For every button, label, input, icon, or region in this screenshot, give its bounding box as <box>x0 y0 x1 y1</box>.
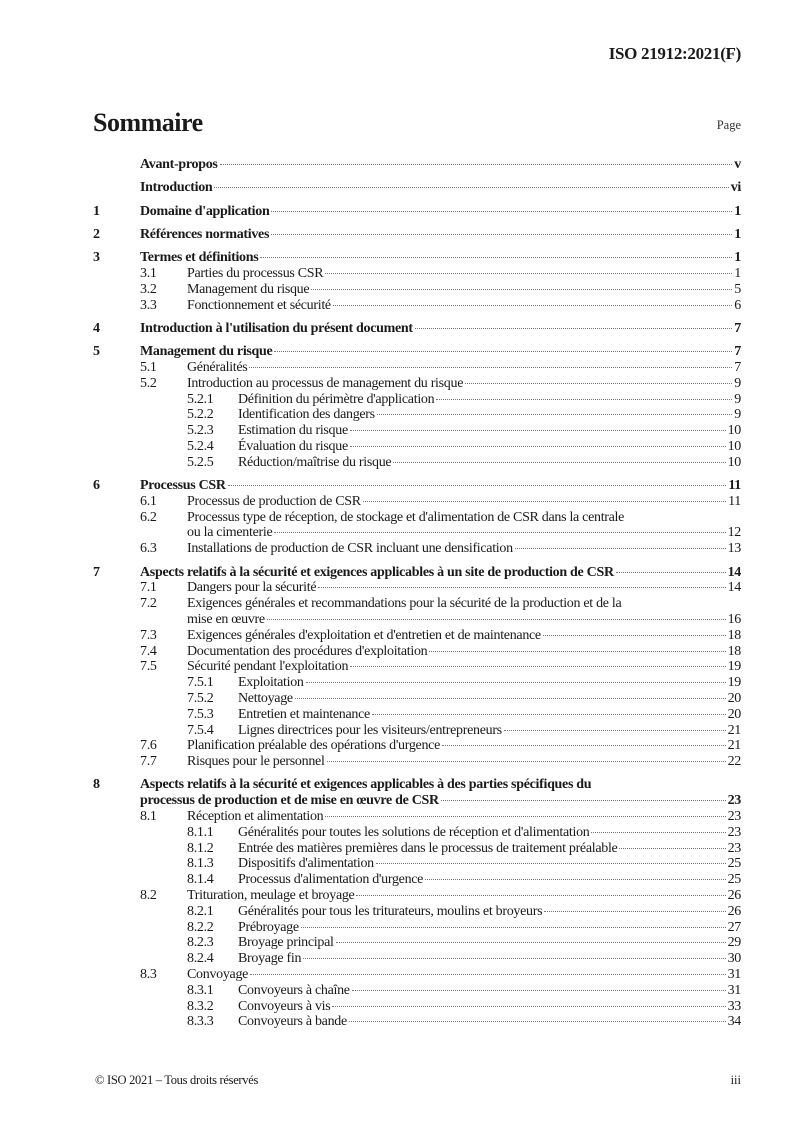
toc-entry-title: Installations de production de CSR incluant une densification <box>187 541 513 557</box>
toc-entry-number: 3.1 <box>140 265 157 281</box>
toc-entry-title: Planification préalable des opérations d'urgence <box>187 738 440 754</box>
toc-entry[interactable] <box>93 754 741 770</box>
dot-leader <box>325 816 725 817</box>
toc-entry-page: 14 <box>727 564 741 580</box>
toc-entry[interactable] <box>93 983 741 999</box>
toc-entry[interactable] <box>93 777 741 809</box>
toc-entry-page: 34 <box>727 1014 741 1030</box>
dot-leader <box>306 682 726 683</box>
toc-entry-page: 33 <box>727 998 741 1014</box>
toc-entry[interactable] <box>93 376 741 392</box>
toc-entry-title: Généralités pour tous les triturateurs, moulins et broyeurs <box>238 903 543 919</box>
toc-entry-number: 8.3.2 <box>187 998 214 1014</box>
toc-entry-title: Parties du processus CSR <box>187 265 324 281</box>
toc-entry-title: Réduction/maîtrise du risque <box>238 454 392 470</box>
toc-entry-number: 8.1.3 <box>187 856 214 872</box>
toc-entry-title: Généralités <box>187 359 248 375</box>
toc-entry-title: Termes et définitions <box>140 250 259 266</box>
toc-entry[interactable] <box>93 935 741 951</box>
toc-entry-page: 12 <box>727 525 741 541</box>
toc-entry-page: 26 <box>727 903 741 919</box>
toc-entry[interactable] <box>93 644 741 660</box>
toc-entry-page: 10 <box>727 454 741 470</box>
dot-leader <box>336 942 726 943</box>
toc-entry[interactable] <box>93 691 741 707</box>
toc-entry-title: Généralités pour toutes les solutions de réception et d'alimentation <box>238 824 590 840</box>
toc-entry-title: Introduction <box>140 180 213 196</box>
toc-entry-page: 26 <box>727 887 741 903</box>
toc-entry-page: 19 <box>727 675 741 691</box>
dot-leader <box>377 414 732 415</box>
toc-entry-number: 7.3 <box>140 627 157 643</box>
dot-leader <box>349 1021 726 1022</box>
toc-entry-number: 5.2.3 <box>187 423 214 439</box>
toc-entry-number: 5.1 <box>140 359 157 375</box>
dot-leader <box>425 879 725 880</box>
toc-entry-number: 8.2 <box>140 887 157 903</box>
toc-entry-page: 11 <box>728 478 741 494</box>
toc-entry-number: 7.5.3 <box>187 706 214 722</box>
toc-entry[interactable] <box>93 439 741 455</box>
toc-entry-number: 7 <box>93 564 100 580</box>
toc-entry-number: 8.3.3 <box>187 1014 214 1030</box>
dot-leader <box>356 895 725 896</box>
toc-entry-title: Processus de production de CSR <box>187 493 361 509</box>
dot-leader <box>325 273 732 274</box>
toc-entry-page: 29 <box>727 935 741 951</box>
toc-entry-page: 7 <box>734 344 741 360</box>
toc-entry-page: 30 <box>727 951 741 967</box>
toc-entry-number: 8.1 <box>140 808 157 824</box>
toc-entry-title: Trituration, meulage et broyage <box>187 887 355 903</box>
toc-entry[interactable] <box>93 266 741 282</box>
toc-entry-number: 3.2 <box>140 281 157 297</box>
toc-entry[interactable] <box>93 157 741 173</box>
toc-entry[interactable] <box>93 250 741 266</box>
toc-entry-page: 23 <box>727 840 741 856</box>
toc-entry[interactable] <box>93 282 741 298</box>
toc-entry[interactable] <box>93 888 741 904</box>
toc-entry-page: 1 <box>734 265 741 281</box>
toc-entry-title: ou la cimenterie <box>187 525 273 541</box>
toc-entry-page: 18 <box>727 643 741 659</box>
toc-entry-page: 1 <box>734 250 741 266</box>
toc-entry-number: 1 <box>93 203 100 219</box>
toc-entry-title: Processus d'alimentation d'urgence <box>238 872 424 888</box>
toc-entry-page: 23 <box>727 808 741 824</box>
toc-entry[interactable] <box>93 565 741 581</box>
toc-entry[interactable] <box>93 841 741 857</box>
toc-entry-number: 7.4 <box>140 643 157 659</box>
toc-entry-number: 7.6 <box>140 738 157 754</box>
toc-entry-number: 7.1 <box>140 580 157 596</box>
toc-entry[interactable] <box>93 999 741 1015</box>
toc-entry-number: 5.2.4 <box>187 438 214 454</box>
page-title: Sommaire <box>93 108 203 137</box>
toc-entry[interactable] <box>93 904 741 920</box>
toc-entry-page: 21 <box>727 722 741 738</box>
dot-leader <box>327 761 726 762</box>
dot-leader <box>311 289 732 290</box>
toc-entry-page: 7 <box>734 320 741 336</box>
toc-entry[interactable] <box>93 455 741 471</box>
toc-entry[interactable] <box>93 227 741 243</box>
toc-entry[interactable] <box>93 596 741 628</box>
toc-entry-number: 7.5.2 <box>187 690 214 706</box>
toc-entry-number: 7.5.1 <box>187 675 214 691</box>
toc-entry-title: Aspects relatifs à la sécurité et exigences applicables à des parties spécifiques du <box>140 777 592 793</box>
toc-entry-number: 6.2 <box>140 509 157 525</box>
toc-entry-number: 8.2.2 <box>187 919 214 935</box>
toc-entry-title: Convoyeurs à bande <box>238 1014 347 1030</box>
toc-entry-page: 13 <box>727 541 741 557</box>
toc-entry-title: Exigences générales et recommandations pour la sécurité de la production et de la <box>187 596 622 612</box>
toc-entry-page: 11 <box>728 493 741 509</box>
toc-entry-page: 16 <box>727 611 741 627</box>
toc-entry[interactable] <box>93 510 741 542</box>
dot-leader <box>544 911 725 912</box>
toc-entry-page: 20 <box>727 690 741 706</box>
toc-entry-page: 18 <box>727 627 741 643</box>
dot-leader <box>363 501 726 502</box>
dot-leader <box>543 635 726 636</box>
document-id-header: ISO 21912:2021(F) <box>608 44 741 63</box>
toc-entry-number: 5.2.5 <box>187 454 214 470</box>
toc-entry-page: vi <box>730 180 741 196</box>
dot-leader <box>465 383 732 384</box>
toc-entry-title: Prébroyage <box>238 919 299 935</box>
toc-entry-title: Entrée des matières premières dans le processus de traitement préalable <box>238 840 618 856</box>
toc-entry-page: 25 <box>727 872 741 888</box>
dot-leader <box>372 714 726 715</box>
dot-leader <box>441 800 726 801</box>
toc-entry-number: 6 <box>93 478 100 494</box>
toc-entry[interactable] <box>93 580 741 596</box>
toc-entry-page: 9 <box>734 375 741 391</box>
toc-entry-number: 5.2.2 <box>187 407 214 423</box>
toc-entry-title: Processus CSR <box>140 478 226 494</box>
toc-entry-page: 23 <box>727 793 741 809</box>
toc-entry-page: 6 <box>734 297 741 313</box>
toc-entry-title: Convoyeurs à vis <box>238 998 331 1014</box>
toc-entry-number: 7.7 <box>140 754 157 770</box>
dot-leader <box>303 958 725 959</box>
toc-entry-title: Dangers pour la sécurité <box>187 580 317 596</box>
toc-entry-number: 8.1.4 <box>187 872 214 888</box>
dot-leader <box>333 305 732 306</box>
toc-entry-page: 5 <box>734 281 741 297</box>
toc-entry-page: 27 <box>727 919 741 935</box>
toc-entry-title: Risques pour le personnel <box>187 754 325 770</box>
toc-entry[interactable] <box>93 360 741 376</box>
dot-leader <box>271 234 732 235</box>
dot-leader <box>350 666 725 667</box>
dot-leader <box>515 548 726 549</box>
toc-entry-title: Estimation du risque <box>238 423 348 439</box>
toc-entry-title: Aspects relatifs à la sécurité et exigences applicables à un site de production de CSR <box>140 564 614 580</box>
dot-leader <box>376 863 726 864</box>
toc-entry-number: 8.3 <box>140 966 157 982</box>
toc-entry-page: 23 <box>727 824 741 840</box>
toc-entry-number: 8 <box>93 777 100 793</box>
toc-entry-title: Introduction à l'utilisation du présent document <box>140 320 413 336</box>
toc-entry-page: 1 <box>734 203 741 219</box>
toc-entry-page: 1 <box>734 226 741 242</box>
dot-leader <box>352 990 726 991</box>
toc-entry-title: Réception et alimentation <box>187 808 324 824</box>
dot-leader <box>591 832 725 833</box>
toc-entry[interactable] <box>93 1014 741 1030</box>
toc-entry[interactable] <box>93 825 741 841</box>
toc-entry[interactable] <box>93 180 741 196</box>
toc-entry[interactable] <box>93 872 741 888</box>
toc-entry-number: 7.5 <box>140 659 157 675</box>
toc-entry-title: Processus type de réception, de stockage et d'alimentation de CSR dans la centrale <box>187 509 625 525</box>
toc-entry-number: 3.3 <box>140 297 157 313</box>
toc-entry-page: 10 <box>727 438 741 454</box>
toc-entry[interactable] <box>93 321 741 337</box>
toc-entry[interactable] <box>93 967 741 983</box>
toc-entry[interactable] <box>93 478 741 494</box>
footer-copyright: © ISO 2021 – Tous droits réservés <box>95 1073 259 1087</box>
toc-entry[interactable] <box>93 344 741 360</box>
toc-entry-number: 3 <box>93 250 100 266</box>
toc-entry-number: 5.2 <box>140 375 157 391</box>
toc-entry[interactable] <box>93 951 741 967</box>
toc-entry[interactable] <box>93 204 741 220</box>
toc-entry-title: Management du risque <box>187 281 310 297</box>
dot-leader <box>260 257 732 258</box>
toc-entry-page: 31 <box>727 982 741 998</box>
dot-leader <box>436 399 732 400</box>
toc-entry[interactable] <box>93 494 741 510</box>
toc-entry-page: 9 <box>734 391 741 407</box>
toc-entry-title: Exigences générales d'exploitation et d'entretien et de maintenance <box>187 627 541 643</box>
footer-page-number: iii <box>730 1073 741 1087</box>
toc-entry[interactable] <box>93 856 741 872</box>
dot-leader <box>332 1006 725 1007</box>
toc-entry[interactable] <box>93 407 741 423</box>
toc-entry-title: Entretien et maintenance <box>238 706 370 722</box>
toc-entry-number: 6.3 <box>140 541 157 557</box>
toc-entry-number: 7.5.4 <box>187 722 214 738</box>
toc-entry[interactable] <box>93 628 741 644</box>
toc-entry-title: Broyage fin <box>238 951 302 967</box>
toc-entry-title: Convoyeurs à chaîne <box>238 982 350 998</box>
toc-entry-title: Fonctionnement et sécurité <box>187 297 331 313</box>
dot-leader <box>271 211 732 212</box>
toc-entry[interactable] <box>93 392 741 408</box>
dot-leader <box>619 848 725 849</box>
toc-entry-page: v <box>734 157 741 172</box>
toc-entry-title: Lignes directrices pour les visiteurs/entrepreneurs <box>238 722 502 738</box>
table-of-contents <box>93 157 741 1030</box>
toc-entry[interactable] <box>93 738 741 754</box>
dot-leader <box>616 572 726 573</box>
toc-entry-page: 22 <box>727 754 741 770</box>
dot-leader <box>350 446 726 447</box>
dot-leader <box>295 698 726 699</box>
dot-leader <box>274 351 732 352</box>
toc-entry-title: Management du risque <box>140 344 273 360</box>
toc-entry-number: 8.1.2 <box>187 840 214 856</box>
toc-entry-title: Évaluation du risque <box>238 438 348 454</box>
toc-entry-page: 9 <box>734 407 741 423</box>
toc-entry-number: 8.2.4 <box>187 951 214 967</box>
toc-entry-number: 6.1 <box>140 493 157 509</box>
page-column-label: Page <box>716 118 741 132</box>
toc-entry-page: 10 <box>727 423 741 439</box>
dot-leader <box>228 485 727 486</box>
dot-leader <box>249 367 732 368</box>
toc-entry-page: 19 <box>727 659 741 675</box>
toc-entry-title: Convoyage <box>187 966 249 982</box>
toc-entry-page: 31 <box>727 966 741 982</box>
toc-entry[interactable] <box>93 659 741 675</box>
toc-entry-title: Exploitation <box>238 675 304 691</box>
dot-leader <box>318 587 725 588</box>
toc-entry[interactable] <box>93 707 741 723</box>
toc-entry-number: 5.2.1 <box>187 391 214 407</box>
dot-leader <box>274 532 725 533</box>
dot-leader <box>442 745 726 746</box>
toc-entry-title: Références normatives <box>140 226 270 242</box>
toc-entry-page: 21 <box>727 738 741 754</box>
dot-leader <box>267 619 726 620</box>
toc-entry-number: 4 <box>93 320 100 336</box>
dot-leader <box>504 730 726 731</box>
toc-entry-title: Broyage principal <box>238 935 334 951</box>
dot-leader <box>429 651 725 652</box>
dot-leader <box>350 430 726 431</box>
toc-entry[interactable] <box>93 423 741 439</box>
dot-leader <box>393 462 725 463</box>
toc-entry-page: 20 <box>727 706 741 722</box>
toc-entry-title: Définition du périmètre d'application <box>238 391 435 407</box>
toc-entry-number: 2 <box>93 226 100 242</box>
toc-entry-title: Sécurité pendant l'exploitation <box>187 659 349 675</box>
toc-entry-number: 8.2.1 <box>187 903 214 919</box>
toc-entry-title: Documentation des procédures d'exploitation <box>187 643 428 659</box>
dot-leader <box>301 927 726 928</box>
toc-entry-title: mise en œuvre <box>187 611 265 627</box>
toc-entry[interactable] <box>93 723 741 739</box>
toc-entry[interactable] <box>93 809 741 825</box>
dot-leader <box>415 328 733 329</box>
toc-entry-title: Dispositifs d'alimentation <box>238 856 374 872</box>
dot-leader <box>250 974 726 975</box>
toc-entry-title: Introduction au processus de management du risque <box>187 375 464 391</box>
dot-leader <box>220 164 733 165</box>
toc-entry-number: 8.3.1 <box>187 982 214 998</box>
toc-entry-number: 5 <box>93 344 100 360</box>
toc-entry[interactable] <box>93 920 741 936</box>
toc-entry-number: 7.2 <box>140 596 157 612</box>
toc-entry-number: 8.1.1 <box>187 824 214 840</box>
toc-entry-title: Identification des dangers <box>238 407 375 423</box>
toc-entry[interactable] <box>93 541 741 557</box>
toc-entry-title: Domaine d'application <box>140 203 270 219</box>
toc-entry-number: 8.2.3 <box>187 935 214 951</box>
toc-entry-title: Nettoyage <box>238 690 293 706</box>
toc-entry-title: processus de production et de mise en œuvre de CSR <box>140 793 439 809</box>
toc-entry-page: 14 <box>727 580 741 596</box>
toc-entry-title: Avant-propos <box>140 157 218 172</box>
toc-entry-page: 25 <box>727 856 741 872</box>
toc-entry-page: 7 <box>734 359 741 375</box>
dot-leader <box>214 187 728 188</box>
toc-entry[interactable] <box>93 298 741 314</box>
toc-entry[interactable] <box>93 675 741 691</box>
